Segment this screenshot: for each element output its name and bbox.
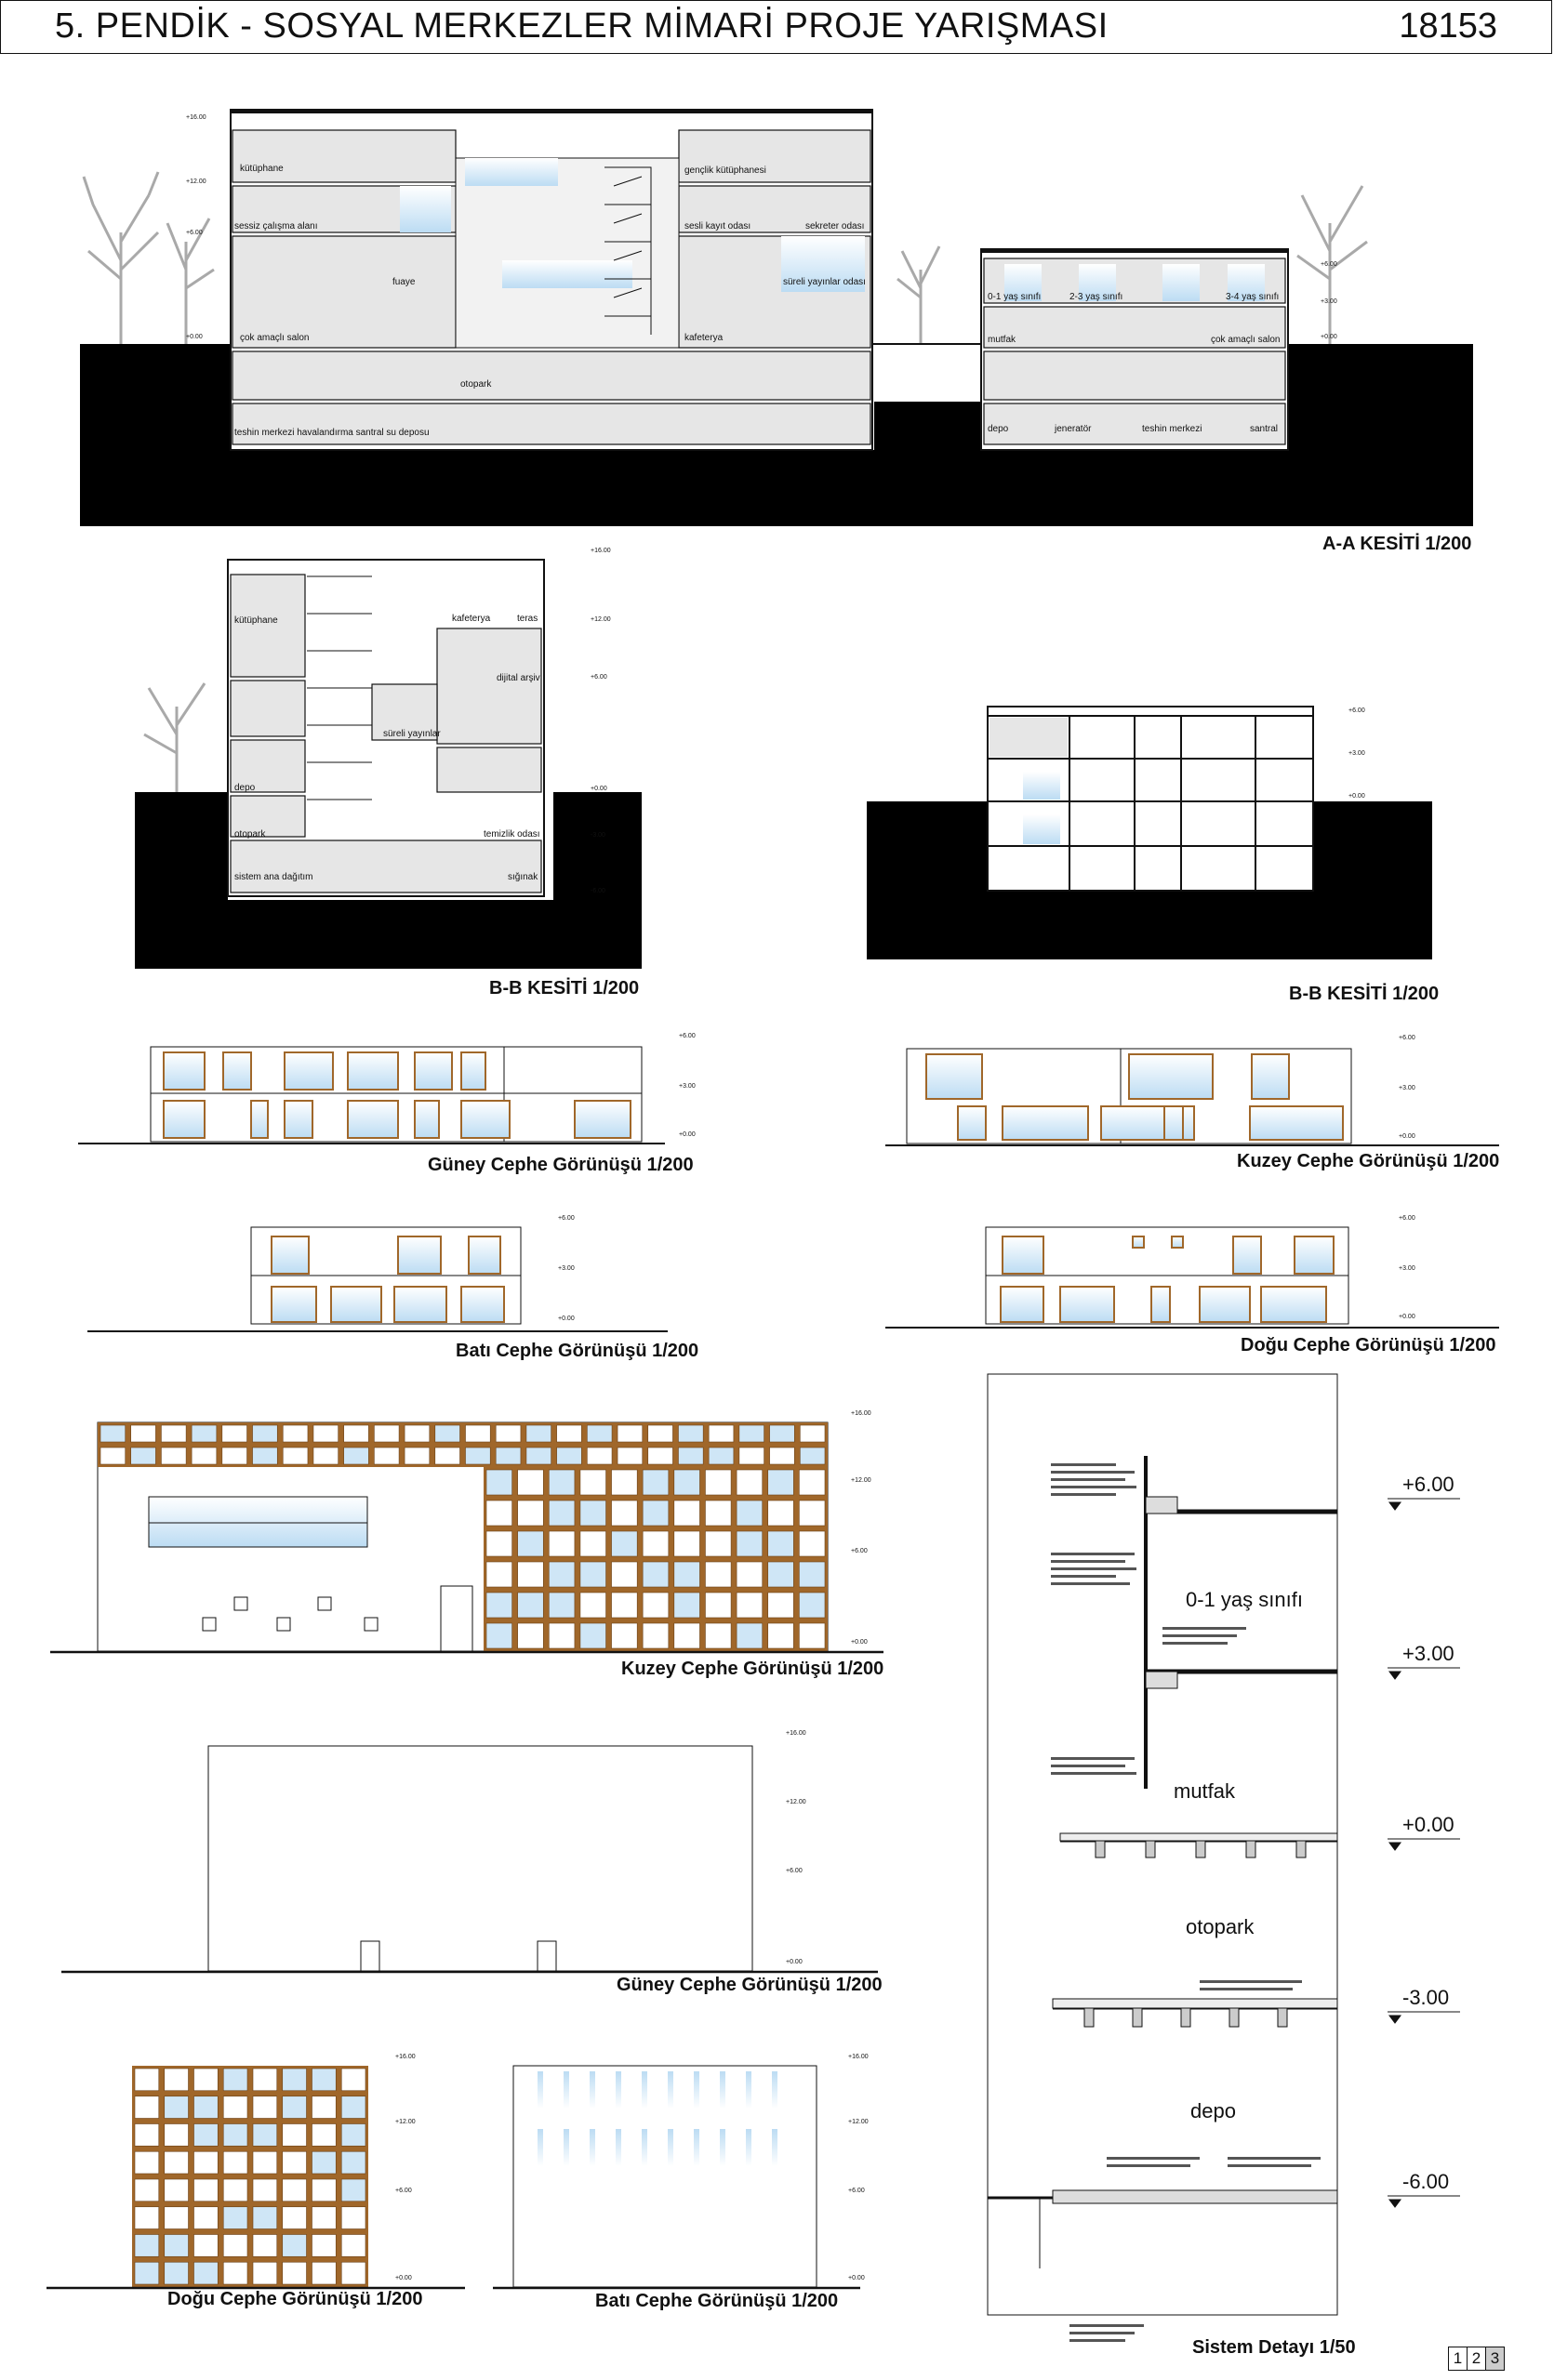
room-label: mutfak [988, 335, 1016, 345]
sheet-title: 5. PENDİK - SOSYAL MERKEZLER MİMARİ PROJE YARIŞMASI [55, 7, 1109, 46]
level-mark: +16.00 [591, 548, 611, 554]
detail-room-label: otopark [1186, 1915, 1255, 1938]
caption-bb-left: B-B KESİTİ 1/200 [489, 978, 640, 998]
room-label: depo [234, 783, 256, 793]
level-mark: +0.00 [1399, 1133, 1415, 1140]
room-label: kütüphane [234, 615, 278, 626]
level-mark: +16.00 [851, 1410, 871, 1417]
level-mark: +6.00 [851, 1548, 868, 1554]
level-mark: +6.00 [591, 674, 607, 681]
level-mark: +6.00 [679, 1033, 696, 1039]
level-mark: +6.00 [1399, 1215, 1415, 1222]
level-mark: +3.00 [679, 1083, 696, 1090]
level-mark: +12.00 [786, 1799, 806, 1805]
level-mark: +3.00 [1321, 298, 1337, 305]
level-mark: +12.00 [851, 1477, 871, 1484]
caption-bb-right: B-B KESİTİ 1/200 [1289, 984, 1440, 1004]
sheet-pager [1449, 2347, 1505, 2371]
room-label: kafeterya [452, 614, 491, 624]
level-mark: +3.00 [1399, 1265, 1415, 1272]
level-mark: +0.00 [591, 786, 607, 792]
level-mark: +6.00 [1399, 1035, 1415, 1041]
room-label: fuaye [392, 277, 416, 287]
level-mark: +3.00 [1399, 1085, 1415, 1091]
caption-guney-small: Güney Cephe Görünüşü 1/200 [428, 1155, 694, 1175]
detail-room-label: depo [1190, 2099, 1236, 2122]
room-label: sekreter odası [805, 221, 865, 231]
caption-detail: Sistem Detayı 1/50 [1192, 2337, 1356, 2358]
room-label: santral [1250, 424, 1279, 434]
detail-level: +3.00 [1402, 1642, 1454, 1665]
room-label: çok amaçlı salon [240, 333, 310, 343]
level-mark: +0.00 [558, 1316, 575, 1322]
room-label: sistem ana dağıtım [234, 872, 313, 882]
caption-aa: A-A KESİTİ 1/200 [1322, 534, 1472, 554]
level-mark: +3.00 [558, 1265, 575, 1272]
level-mark: +6.00 [1321, 261, 1337, 268]
room-label: çok amaçlı salon [1211, 335, 1281, 345]
room-label: süreli yayınlar odası [783, 277, 866, 287]
level-mark: +6.00 [1348, 707, 1365, 714]
room-label: teshin merkezi havalandırma santral su deposu [234, 428, 430, 438]
level-mark: +16.00 [848, 2054, 869, 2060]
room-label: sığınak [508, 872, 538, 882]
room-label: kafeterya [684, 333, 724, 343]
detail-level: -3.00 [1402, 1986, 1450, 2009]
level-mark: +0.00 [848, 2275, 865, 2281]
room-label: gençlik kütüphanesi [684, 165, 766, 176]
caption-kuzey-small: Kuzey Cephe Görünüşü 1/200 [1237, 1151, 1500, 1171]
room-label: süreli yayınlar [383, 729, 441, 739]
level-mark: +0.00 [679, 1131, 696, 1138]
room-label: teras [517, 614, 538, 624]
level-mark: -3.00 [591, 832, 605, 839]
room-label: 3-4 yaş sınıfı [1226, 292, 1280, 302]
level-mark: +0.00 [1348, 793, 1365, 800]
room-label: otopark [460, 379, 492, 390]
level-mark: +12.00 [848, 2119, 869, 2125]
detail-level: +0.00 [1402, 1813, 1454, 1836]
level-mark: +6.00 [848, 2188, 865, 2194]
room-label: depo [988, 424, 1009, 434]
caption-kuzey-big: Kuzey Cephe Görünüşü 1/200 [621, 1659, 884, 1679]
page-1: 1 [1448, 2347, 1468, 2371]
detail-level: +6.00 [1402, 1473, 1454, 1496]
level-mark: +0.00 [851, 1639, 868, 1646]
level-mark: +0.00 [786, 1959, 803, 1965]
room-label: dijital arşiv [497, 673, 540, 683]
level-mark: +16.00 [186, 114, 206, 121]
room-label: otopark [234, 829, 266, 840]
level-mark: +6.00 [186, 230, 203, 236]
level-mark: +0.00 [1399, 1314, 1415, 1320]
caption-bati-small: Batı Cephe Görünüşü 1/200 [456, 1341, 699, 1361]
detail-level: -6.00 [1402, 2170, 1450, 2193]
level-mark: +16.00 [786, 1730, 806, 1737]
caption-guney-big: Güney Cephe Görünüşü 1/200 [617, 1975, 883, 1995]
level-mark: +0.00 [186, 334, 203, 340]
caption-dogu-small: Doğu Cephe Görünüşü 1/200 [1241, 1335, 1496, 1355]
page-3: 3 [1485, 2347, 1505, 2371]
room-label: teshin merkezi [1142, 424, 1202, 434]
room-label: 2-3 yaş sınıfı [1069, 292, 1123, 302]
level-mark: +16.00 [395, 2054, 416, 2060]
level-mark: +12.00 [186, 178, 206, 185]
room-label: 0-1 yaş sınıfı [988, 292, 1042, 302]
sheet-number: 18153 [1399, 7, 1497, 46]
room-label: jeneratör [1055, 424, 1092, 434]
room-label: sesli kayıt odası [684, 221, 751, 231]
detail-room-label: 0-1 yaş sınıfı [1186, 1588, 1303, 1611]
level-mark: +6.00 [395, 2188, 412, 2194]
caption-dogu-big: Doğu Cephe Görünüşü 1/200 [167, 2289, 423, 2309]
room-label: temizlik odası [484, 829, 540, 840]
level-mark: +6.00 [558, 1215, 575, 1222]
caption-bati-big: Batı Cephe Görünüşü 1/200 [595, 2291, 839, 2311]
level-mark: +3.00 [1348, 750, 1365, 757]
level-mark: +12.00 [591, 616, 611, 623]
level-mark: -6.00 [591, 888, 605, 894]
detail-room-label: mutfak [1174, 1779, 1236, 1803]
room-label: sessiz çalışma alanı [234, 221, 318, 231]
room-label: kütüphane [240, 164, 284, 174]
level-mark: +0.00 [395, 2275, 412, 2281]
level-mark: +0.00 [1321, 334, 1337, 340]
level-mark: +12.00 [395, 2119, 416, 2125]
page-2: 2 [1467, 2347, 1486, 2371]
level-mark: +6.00 [786, 1868, 803, 1874]
